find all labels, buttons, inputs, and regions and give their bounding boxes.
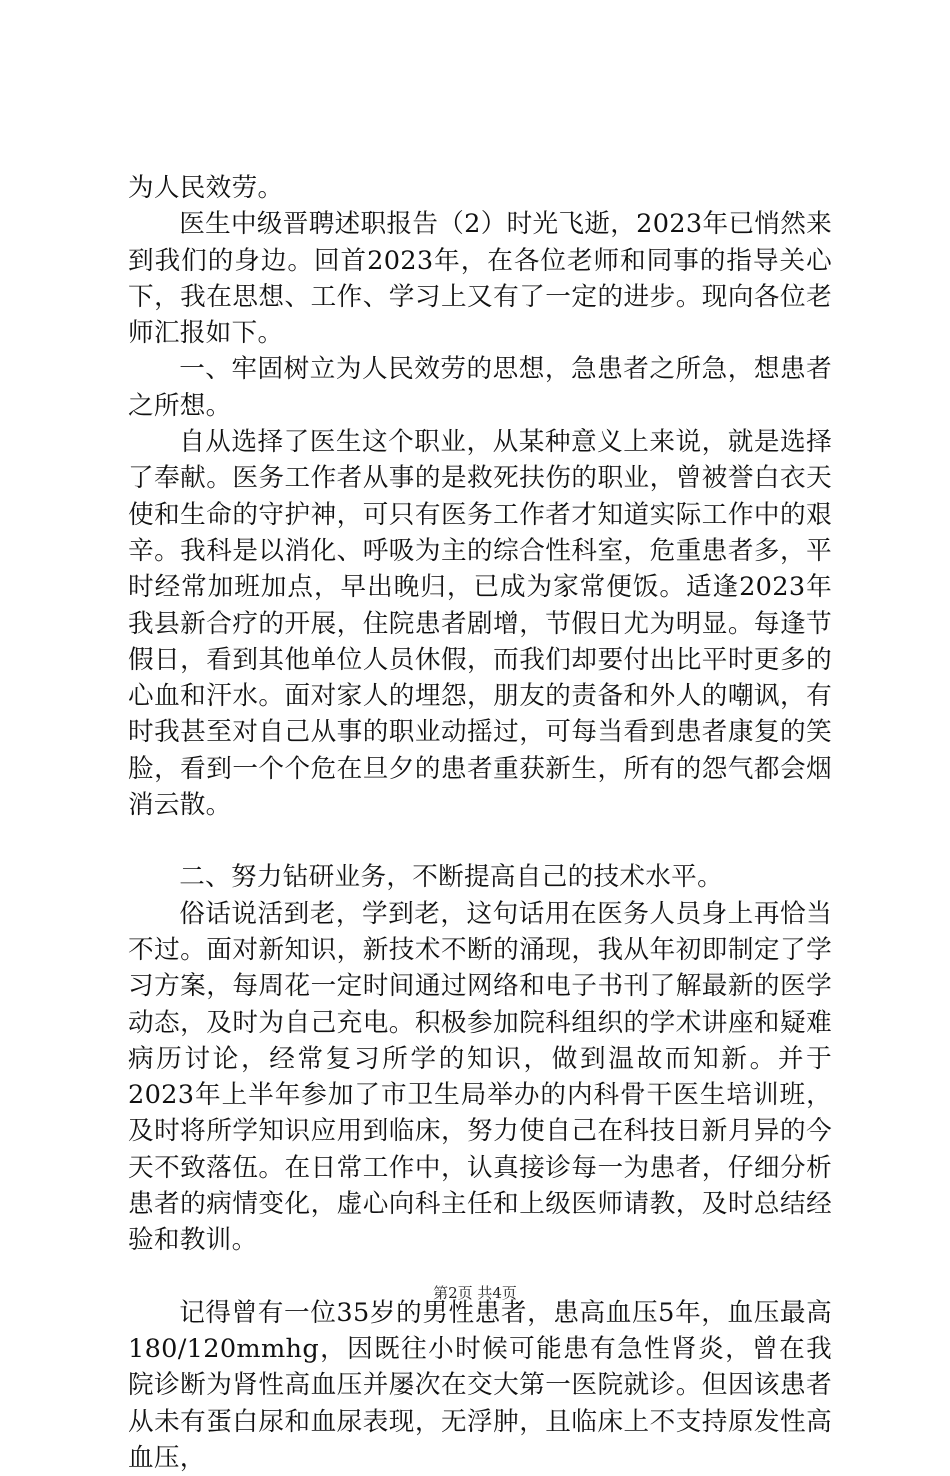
heading-section-two: 二、努力钻研业务，不断提高自己的技术水平。 [179, 862, 723, 893]
paragraph-opening-fragment: 为人民效劳。 [128, 173, 284, 203]
paragraph-section-two-body: 俗话说活到老，学到老，这句话用在医务人员身上再恰当不过。面对新知识，新技术不断的涌现，我从年初即制定了学习方案，每周花一定时间通过网络和电子书刊了解最新的医学动态，及时为自己充电。积极参加院科组织的学术讲座和疑难病历讨论，经常复习所学的知识，做到温故而知新。并于2023年上半年参加了市卫生局举办的内科骨干医生培训班，及时将所学知识应用到临床，努力使自己在科技日新月异的今天不致落伍。在日常工作中，认真接诊每一为患者，仔细分析患者的病情变化，虚心向科主任和上级医师请教，及时总结经验和教训。 [128, 898, 832, 1256]
paragraph-report-intro: 医生中级晋聘述职报告（2）时光飞逝，2023年已悄然来到我们的身边。回首2023年，在各位老师和同事的指导关心下，我在思想、工作、学习上又有了一定的进步。现向各位老师汇报如下。 [128, 209, 832, 349]
heading-section-one: 一、牢固树立为人民效劳的思想，急患者之所急，想患者之所想。 [128, 354, 832, 421]
page-number-footer: 第2页 共4页 [433, 1284, 517, 1302]
paragraph-patient-case: 记得曾有一位35岁的男性患者，患高血压5年，血压最高180/120mmhg，因既往小时候可能患有急性肾炎，曾在我院诊断为肾性高血压并屡次在交大第一医院就诊。但因该患者从未有蛋白尿和血尿表现，无浮肿，且临床上不支持原发性高血压， [128, 1297, 832, 1473]
document-body [128, 170, 832, 1476]
paragraph-section-one-body: 自从选择了医生这个职业，从某种意义上来说，就是选择了奉献。医务工作者从事的是救死扶伤的职业，曾被誉白衣天使和生命的守护神，可只有医务工作者才知道实际工作中的艰辛。我科是以消化、呼吸为主的综合性科室，危重患者多，平时经常加班加点，早出晚归，已成为家常便饭。适逢2023年我县新合疗的开展，住院患者剧增，节假日尤为明显。每逢节假日，看到其他单位人员休假，而我们却要付出比平时更多的心血和汗水。面对家人的埋怨，朋友的责备和外人的嘲讽，有时我甚至对自己从事的职业动摇过，可每当看到患者康复的笑脸，看到一个个危在旦夕的患者重获新生，所有的怨气都会烟消云散。 [128, 427, 832, 821]
